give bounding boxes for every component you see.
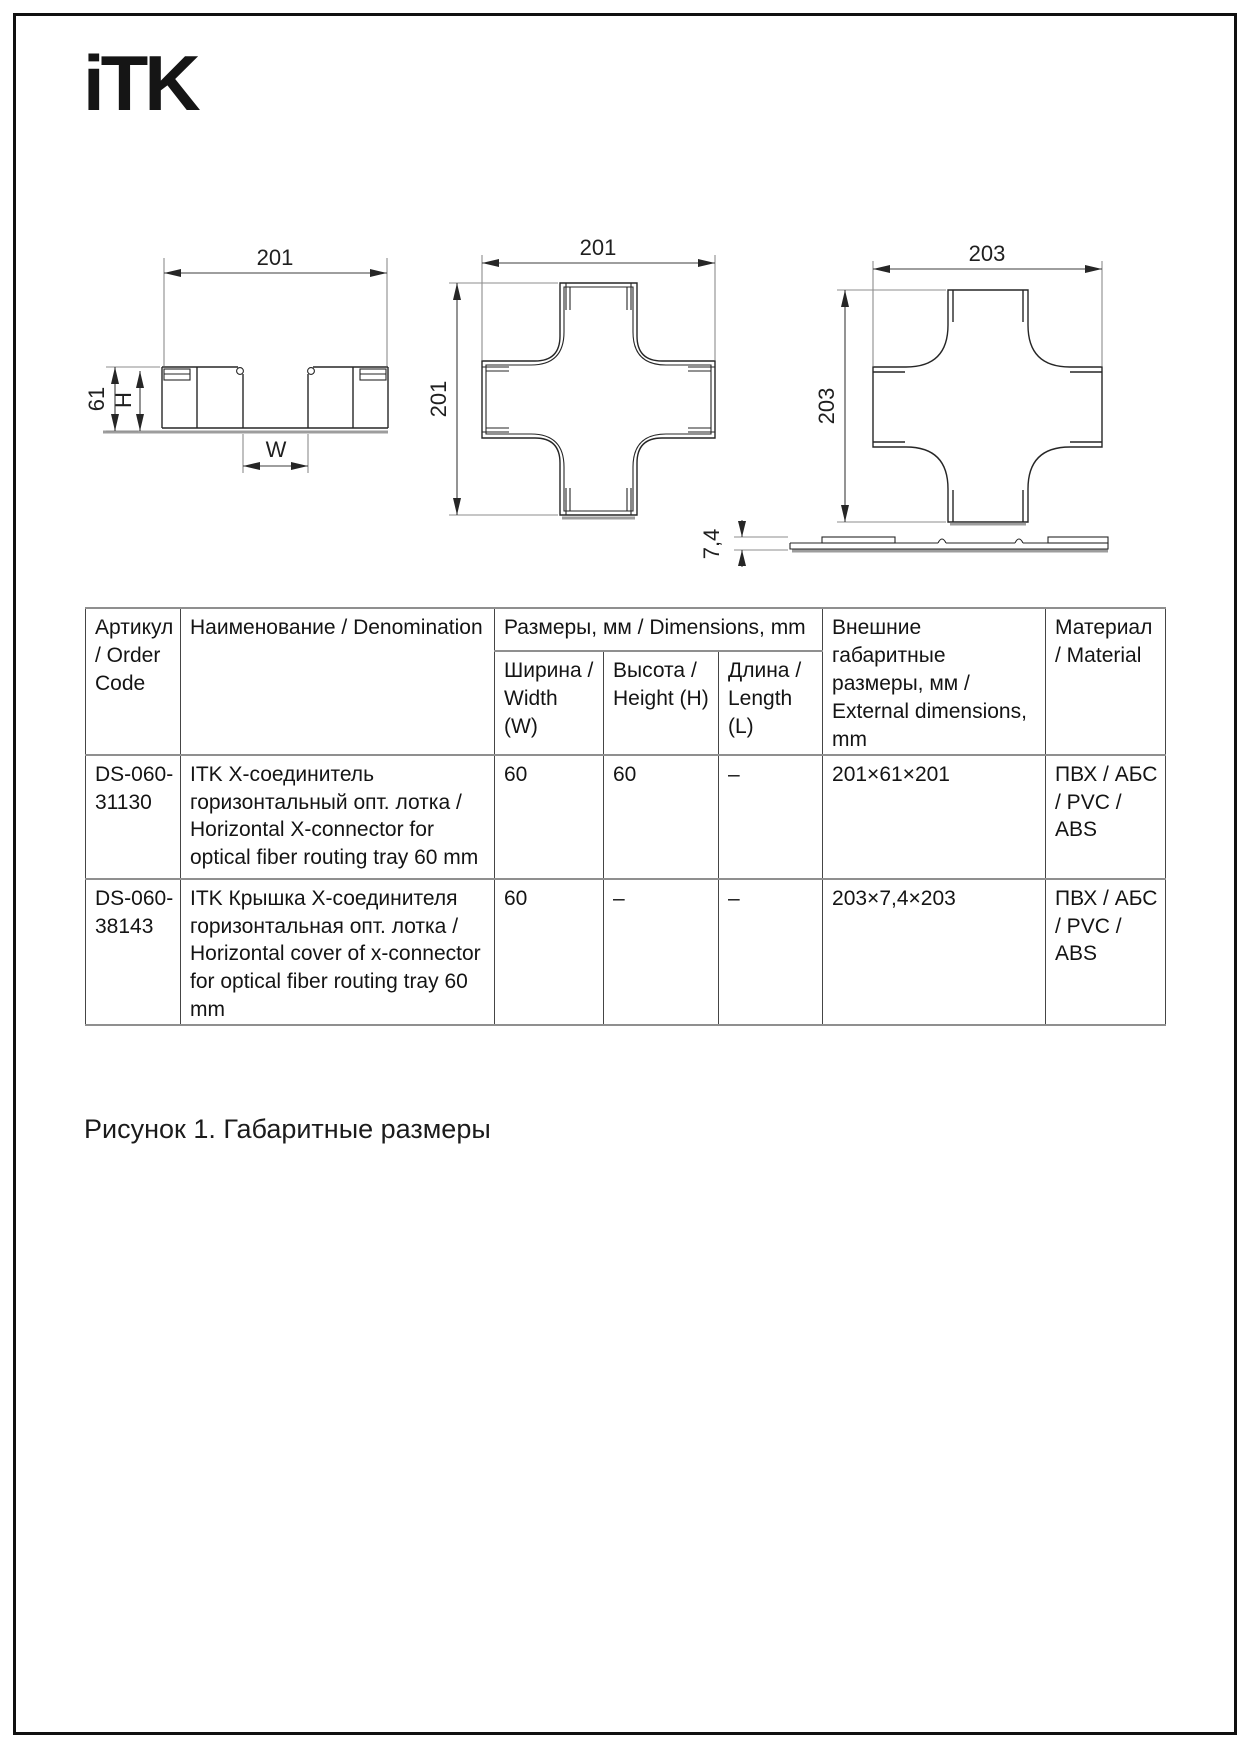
dimension-label: 201 xyxy=(256,245,294,270)
connector-top-view-drawing xyxy=(426,235,715,518)
col-header-external-dimensions: Внешние габаритные размеры, мм / External dimensions, mm xyxy=(823,608,1046,755)
col-header-denomination: Наименование / Denomination xyxy=(181,608,495,755)
cell-width: 60 xyxy=(495,755,604,879)
dimension-label: 201 xyxy=(426,380,451,418)
dimension-label: 201 xyxy=(579,235,617,260)
cell-length: – xyxy=(719,755,823,879)
cell-height: – xyxy=(604,879,719,1026)
col-header-order-code: Артикул / Order Code xyxy=(86,608,181,755)
cell-external-dimensions: 201×61×201 xyxy=(823,755,1046,879)
cell-denomination: ITK Крышка X-соединителя горизонтальная опт. лотка / Horizontal cover of x-connector for optical fiber routing tray 60 mm xyxy=(181,879,495,1026)
cover-top-view-drawing xyxy=(699,241,1108,567)
cover-profile-drawing xyxy=(790,537,1108,551)
dimension-label: W xyxy=(265,437,287,462)
cell-external-dimensions: 203×7,4×203 xyxy=(823,879,1046,1026)
cell-width: 60 xyxy=(495,879,604,1026)
dimension-label: 203 xyxy=(814,387,839,425)
cell-order-code: DS-060-31130 xyxy=(86,755,181,879)
table-row xyxy=(86,879,1166,1026)
cell-denomination: ITK X-соединитель горизонтальный опт. лотка / Horizontal X-connector for optical fiber routing tray 60 mm xyxy=(181,755,495,879)
col-header-length: Длина / Length (L) xyxy=(719,651,823,754)
cell-height: 60 xyxy=(604,755,719,879)
side-view-drawing xyxy=(84,245,388,473)
col-header-height: Высота / Height (H) xyxy=(604,651,719,754)
cell-length: – xyxy=(719,879,823,1026)
col-header-dimensions-group: Размеры, мм / Dimensions, mm xyxy=(495,608,823,651)
itk-logo: iTK xyxy=(83,39,197,127)
dimension-label: 7,4 xyxy=(699,528,724,560)
table-row xyxy=(86,755,1166,879)
dimension-label: H xyxy=(111,392,136,408)
dimension-label: 61 xyxy=(84,386,109,412)
figure-caption: Рисунок 1. Габаритные размеры xyxy=(84,1114,491,1144)
dimension-label: 203 xyxy=(968,241,1006,266)
dimension-drawings xyxy=(0,0,1250,600)
cell-material: ПВХ / АБС / PVC / ABS xyxy=(1046,879,1166,1026)
spec-table xyxy=(85,607,1166,1026)
cell-order-code: DS-060-38143 xyxy=(86,879,181,1026)
col-header-width: Ширина / Width (W) xyxy=(495,651,604,754)
col-header-material: Материал / Material xyxy=(1046,608,1166,755)
cell-material: ПВХ / АБС / PVC / ABS xyxy=(1046,755,1166,879)
